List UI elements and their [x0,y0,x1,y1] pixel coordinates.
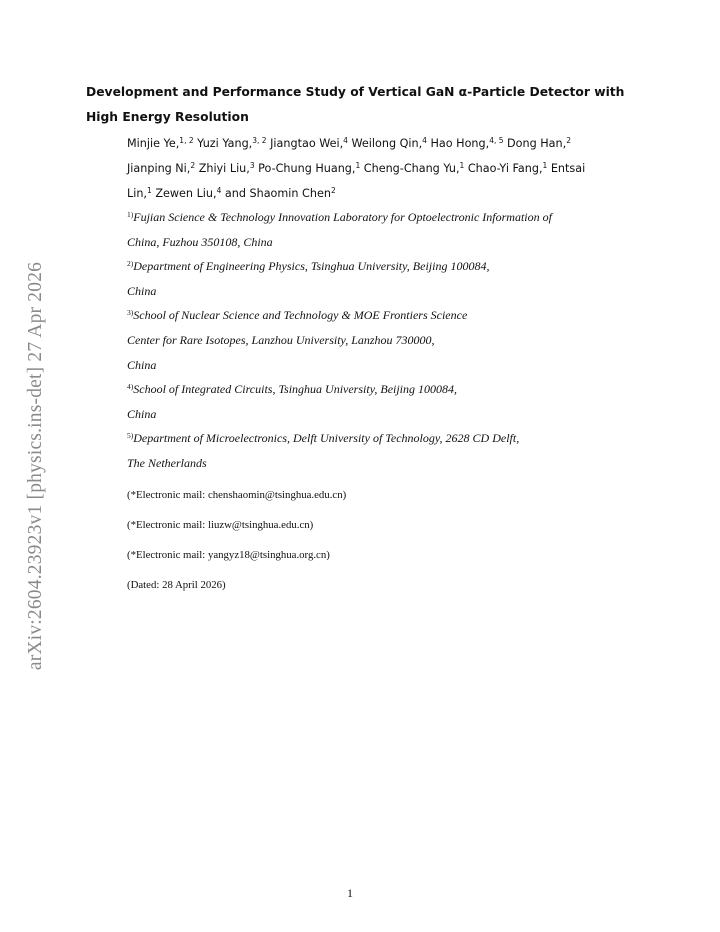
arxiv-identifier: arXiv:2604.23923v1 [physics.ins-det] 27 Apr 2026 [25,261,46,671]
author-line [127,181,647,206]
author-affiliation-marker: 1, 2 [179,136,194,145]
affiliation-text: Department of Microelectronics, Delft University of Technology, 2628 CD Delft, [133,431,520,446]
author-name: Yuzi Yang, [193,137,253,150]
author-affiliation-marker: 4 [422,136,427,145]
author-affiliation-marker: 4, 5 [489,136,504,145]
affiliation-text: School of Integrated Circuits, Tsinghua University, Beijing 100084, [133,382,458,397]
author-affiliation-marker: 1 [355,161,361,170]
affiliation-line [127,402,647,427]
affiliation-line [127,328,647,353]
affiliation-text: China [127,357,157,372]
author-name: Zewen Liu, [151,187,217,200]
title-line: Development and Performance Study of Vertical GaN α-Particle Detector with [86,85,625,99]
affiliation-number: 1) [127,210,134,219]
affiliation-line [127,426,647,451]
affiliation-line [127,303,647,328]
affiliation-line [127,279,647,304]
dated-note: (Dated: 28 April 2026) [127,579,226,591]
affiliation-text: China, Fuzhou 350108, China [127,234,273,249]
author-name: Hao Hong, [426,137,490,150]
affiliation-line [127,205,647,230]
affiliation-number: 5) [127,431,134,441]
affiliation-line [127,451,647,476]
affiliation-line [127,353,647,378]
author-name: Lin, [127,187,147,200]
author-affiliation-marker: 4 [216,186,222,195]
affiliation-text: School of Nuclear Science and Technology & MOE Frontiers Science [133,308,468,323]
page-number: 1 [347,886,353,900]
author-name: Entsai [547,162,586,175]
affiliation-text: The Netherlands [127,455,207,470]
author-affiliation-marker: 1 [459,161,465,170]
email-note: (*Electronic mail: yangyz18@tsinghua.org.cn) [127,549,330,561]
author-name: Zhiyi Liu, [195,162,250,175]
author-name: and Shaomin Chen [221,187,331,200]
author-name: Dong Han, [503,137,567,150]
affiliation-line [127,230,647,255]
affiliation-number: 2) [127,259,134,269]
author-line [127,131,647,156]
contact-list [127,486,647,606]
affiliation-text: Fujian Science & Technology Innovation Laboratory for Optoelectronic Information of [133,210,552,224]
author-name: Cheng-Chang Yu, [360,162,460,175]
affiliation-number: 3) [127,308,134,318]
affiliation-text: Center for Rare Isotopes, Lanzhou University, Lanzhou 730000, [127,332,435,347]
affiliation-number: 4) [127,382,134,392]
author-list [127,131,647,206]
affiliation-text: Department of Engineering Physics, Tsinghua University, Beijing 100084, [133,259,490,274]
affiliation-text: China [127,283,157,298]
author-name: Po-Chung Huang, [254,162,356,175]
author-name: Weilong Qin, [347,137,423,150]
email-note: (*Electronic mail: liuzw@tsinghua.edu.cn) [127,519,314,531]
paper-title [86,80,646,130]
author-affiliation-marker: 4 [343,136,348,145]
email-note: (*Electronic mail: chenshaomin@tsinghua.edu.cn) [127,489,347,501]
author-line [127,156,647,181]
affiliation-line [127,254,647,279]
author-affiliation-marker: 2 [330,186,336,195]
author-affiliation-marker: 3 [249,161,255,170]
affiliation-line [127,377,647,402]
affiliation-text: China [127,406,157,421]
author-affiliation-marker: 3, 2 [252,136,267,145]
author-name: Minjie Ye, [127,137,180,150]
author-affiliation-marker: 2 [190,161,196,170]
author-affiliation-marker: 1 [147,186,152,195]
author-affiliation-marker: 1 [542,161,548,170]
author-name: Jiangtao Wei, [266,137,344,150]
author-affiliation-marker: 2 [566,136,571,145]
affiliation-list [127,205,647,476]
title-line: High Energy Resolution [86,110,249,124]
author-name: Jianping Ni, [127,162,191,175]
author-name: Chao-Yi Fang, [464,162,543,175]
